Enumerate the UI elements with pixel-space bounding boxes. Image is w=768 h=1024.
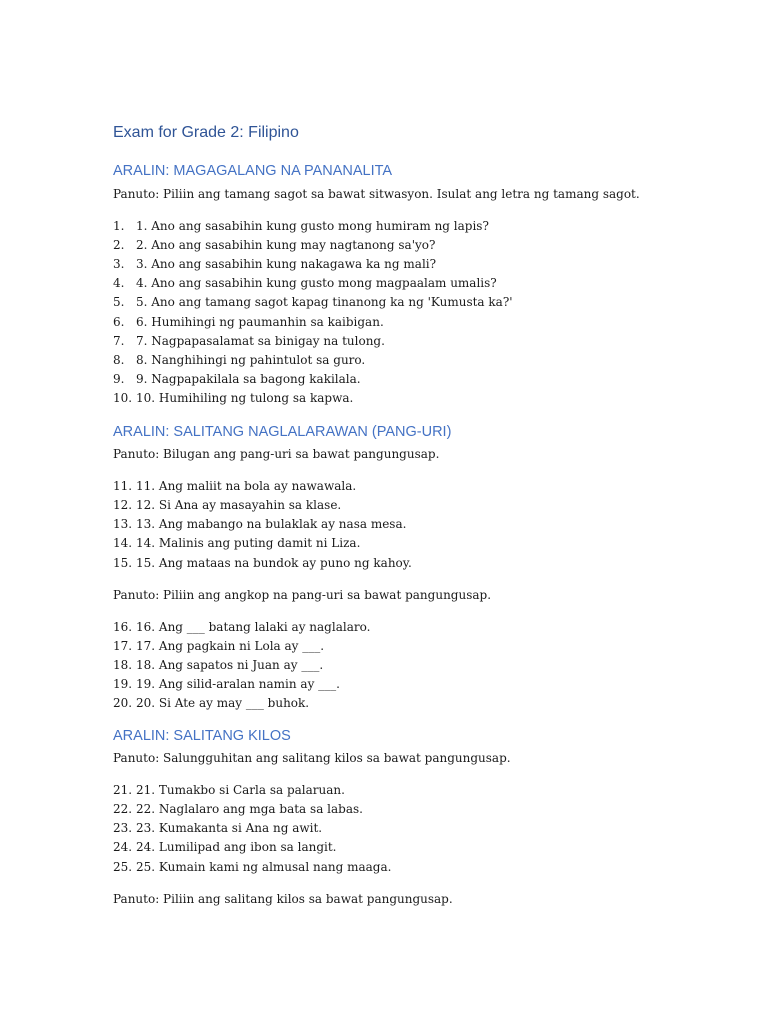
list-item — [113, 497, 341, 513]
item-number: 19. — [113, 677, 133, 691]
item-number: 9. — [113, 372, 125, 386]
item-text: 21. Tumakbo si Carla sa palaruan. — [136, 783, 345, 797]
item-text: 11. Ang maliit na bola ay nawawala. — [136, 479, 357, 493]
item-text: 10. Humihiling ng tulong sa kapwa. — [136, 391, 354, 405]
list-item — [113, 555, 412, 571]
list-item — [113, 820, 322, 836]
item-text: 3. Ano ang sasabihin kung nakagawa ka ng mali? — [136, 257, 437, 271]
item-text: 12. Si Ana ay masayahin sa klase. — [136, 498, 342, 512]
item-number: 24. — [113, 840, 133, 854]
instruction: Panuto: Piliin ang tamang sagot sa bawat sitwasyon. Isulat ang letra ng tamang sagot. — [113, 187, 640, 201]
item-text: 2. Ano ang sasabihin kung may nagtanong sa'yo? — [136, 238, 436, 252]
section-heading: ARALIN: SALITANG KILOS — [113, 728, 291, 744]
page-title: Exam for Grade 2: Filipino — [113, 124, 299, 141]
item-text: 23. Kumakanta si Ana ng awit. — [136, 821, 323, 835]
list-item — [113, 839, 337, 855]
item-number: 15. — [113, 556, 133, 570]
list-item — [113, 275, 497, 291]
item-number: 6. — [113, 315, 125, 329]
item-number: 3. — [113, 257, 125, 271]
list-item — [113, 333, 385, 349]
item-number: 14. — [113, 536, 133, 550]
list-item — [113, 256, 436, 272]
instruction: Panuto: Piliin ang angkop na pang-uri sa bawat pangungusap. — [113, 588, 492, 602]
list-item — [113, 478, 356, 494]
item-number: 25. — [113, 860, 133, 874]
item-number: 20. — [113, 696, 133, 710]
list-item — [113, 314, 384, 330]
list-item — [113, 638, 324, 654]
list-item — [113, 371, 361, 387]
item-text: 13. Ang mabango na bulaklak ay nasa mesa. — [136, 517, 407, 531]
item-number: 13. — [113, 517, 133, 531]
item-text: 6. Humihingi ng paumanhin sa kaibigan. — [136, 315, 384, 329]
item-number: 8. — [113, 353, 125, 367]
item-text: 17. Ang pagkain ni Lola ay ___. — [136, 639, 325, 653]
item-number: 7. — [113, 334, 125, 348]
item-text: 19. Ang silid-aralan namin ay ___. — [136, 677, 340, 691]
list-item — [113, 390, 353, 406]
item-number: 16. — [113, 620, 133, 634]
list-item — [113, 859, 391, 875]
item-text: 20. Si Ate ay may ___ buhok. — [136, 696, 310, 710]
item-text: 1. Ano ang sasabihin kung gusto mong humiram ng lapis? — [136, 219, 489, 233]
list-item — [113, 535, 360, 551]
list-item — [113, 676, 340, 692]
item-text: 5. Ano ang tamang sagot kapag tinanong ka ng 'Kumusta ka?' — [136, 295, 513, 309]
item-number: 18. — [113, 658, 133, 672]
item-number: 4. — [113, 276, 125, 290]
list-item — [113, 352, 365, 368]
item-number: 10. — [113, 391, 133, 405]
item-text: 18. Ang sapatos ni Juan ay ___. — [136, 658, 324, 672]
list-item — [113, 657, 323, 673]
item-text: 14. Malinis ang puting damit ni Liza. — [136, 536, 361, 550]
list-item — [113, 695, 309, 711]
item-text: 25. Kumain kami ng almusal nang maaga. — [136, 860, 392, 874]
list-item — [113, 619, 370, 635]
list-item — [113, 218, 489, 234]
instruction: Panuto: Salungguhitan ang salitang kilos sa bawat pangungusap. — [113, 751, 511, 765]
list-item — [113, 516, 406, 532]
item-number: 1. — [113, 219, 125, 233]
instruction: Panuto: Piliin ang salitang kilos sa bawat pangungusap. — [113, 892, 453, 906]
item-number: 21. — [113, 783, 133, 797]
item-text: 8. Nanghihingi ng pahintulot sa guro. — [136, 353, 366, 367]
section-heading: ARALIN: SALITANG NAGLALARAWAN (PANG-URI) — [113, 424, 452, 440]
item-number: 11. — [113, 479, 133, 493]
list-item — [113, 294, 513, 310]
list-item — [113, 782, 345, 798]
item-number: 12. — [113, 498, 133, 512]
item-number: 5. — [113, 295, 125, 309]
item-text: 4. Ano ang sasabihin kung gusto mong magpaalam umalis? — [136, 276, 497, 290]
item-text: 22. Naglalaro ang mga bata sa labas. — [136, 802, 363, 816]
item-text: 24. Lumilipad ang ibon sa langit. — [136, 840, 337, 854]
item-number: 17. — [113, 639, 133, 653]
item-text: 15. Ang mataas na bundok ay puno ng kahoy. — [136, 556, 412, 570]
item-text: 7. Nagpapasalamat sa binigay na tulong. — [136, 334, 385, 348]
item-text: 16. Ang ___ batang lalaki ay naglalaro. — [136, 620, 371, 634]
item-number: 23. — [113, 821, 133, 835]
list-item — [113, 801, 363, 817]
instruction: Panuto: Bilugan ang pang-uri sa bawat pangungusap. — [113, 447, 440, 461]
section-heading: ARALIN: MAGAGALANG NA PANANALITA — [113, 163, 393, 179]
item-number: 2. — [113, 238, 125, 252]
list-item — [113, 237, 435, 253]
item-text: 9. Nagpapakilala sa bagong kakilala. — [136, 372, 361, 386]
item-number: 22. — [113, 802, 133, 816]
